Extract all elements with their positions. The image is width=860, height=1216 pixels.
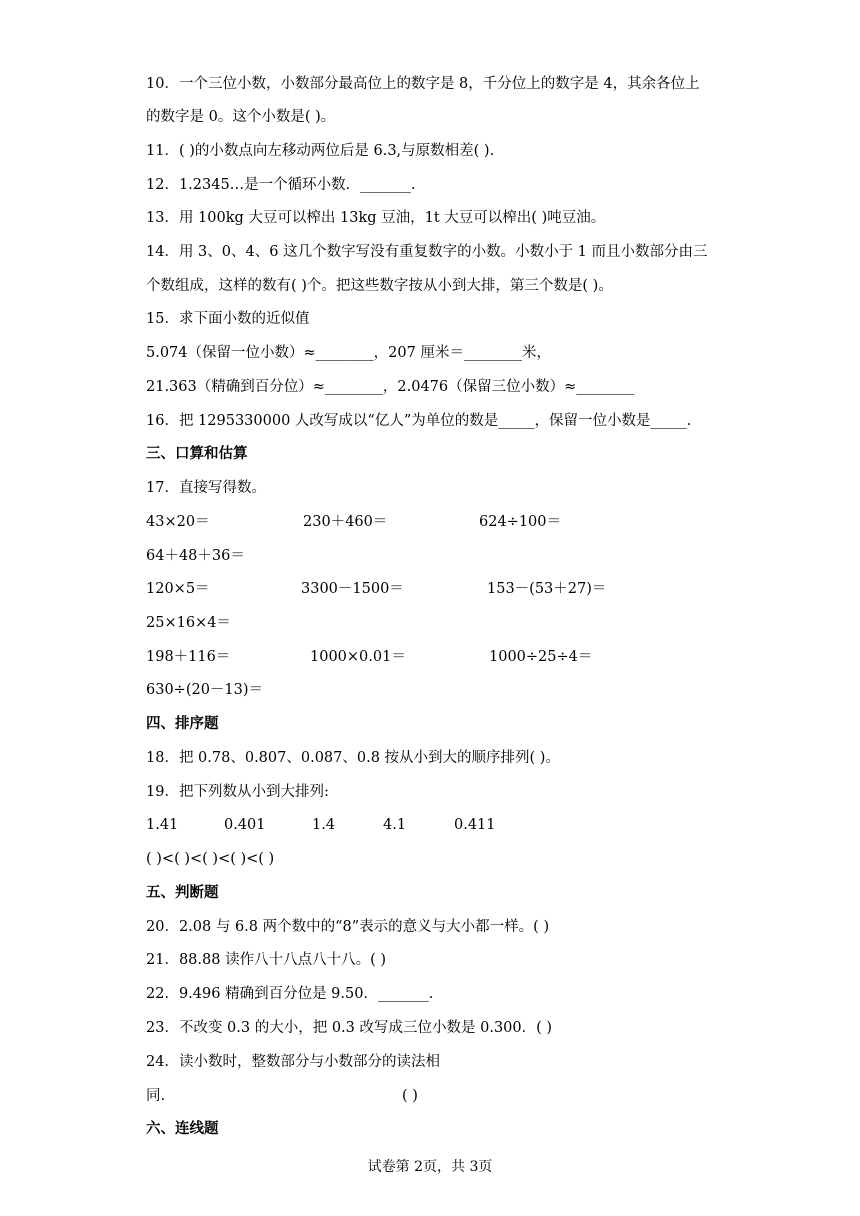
calc-item: 630÷(20－13)＝ xyxy=(146,682,264,698)
line-q15: 15．求下面小数的近似值 xyxy=(146,311,310,327)
calc-item: 624÷100＝ xyxy=(479,514,562,530)
line-q23: 23．不改变 0.3 的大小，把 0.3 改写成三位小数是 0.300．( ) xyxy=(146,1020,553,1036)
line-q16: 16．把 1295330000 人改写成以“亿人”为单位的数是_____，保留一位小数是_____. xyxy=(146,413,692,429)
order-number: 1.4 xyxy=(312,817,336,833)
line-q24b: 同. xyxy=(146,1088,166,1104)
line-q11: 11．( )的小数点向左移动两位后是 6.3,与原数相差( ). xyxy=(146,143,495,159)
line-q13: 13．用 100kg 大豆可以榨出 13kg 豆油，1t 大豆可以榨出( )吨豆油。 xyxy=(146,210,606,226)
line-q18: 18．把 0.78、0.807、0.087、0.8 按从小到大的顺序排列( )。 xyxy=(146,750,560,766)
line-q20: 20．2.08 与 6.8 两个数中的“8”表示的意义与大小都一样。( ) xyxy=(146,919,550,935)
line-q22: 22．9.496 精确到百分位是 9.50．_______. xyxy=(146,986,434,1002)
calc-item: 3300－1500＝ xyxy=(301,581,404,597)
q24-blank: ( ) xyxy=(402,1088,418,1104)
order-number: 4.1 xyxy=(383,817,407,833)
calc-item: 1000÷25÷4＝ xyxy=(489,649,593,665)
calc-item: 64＋48＋36＝ xyxy=(146,548,245,564)
order-number: 0.401 xyxy=(224,817,266,833)
line-q21: 21．88.88 读作八十八点八十八。( ) xyxy=(146,952,386,968)
calc-item: 230＋460＝ xyxy=(303,514,388,530)
section-3-title: 三、口算和估算 xyxy=(146,445,248,462)
calc-item: 120×5＝ xyxy=(146,581,210,597)
page-footer: 试卷第 2页，共 3页 xyxy=(367,1159,493,1175)
line-q10b: 的数字是 0。这个小数是( )。 xyxy=(146,109,336,125)
section-6-title: 六、连线题 xyxy=(146,1120,219,1137)
order-blanks: ( )<( )<( )<( )<( ) xyxy=(146,851,275,867)
calc-item: 153－(53＋27)＝ xyxy=(487,581,607,597)
order-number: 1.41 xyxy=(146,817,179,833)
line-q17: 17．直接写得数。 xyxy=(146,480,266,496)
line-q10a: 10．一个三位小数，小数部分最高位上的数字是 8，千分位上的数字是 4，其余各位上 xyxy=(146,76,700,92)
calc-item: 198＋116＝ xyxy=(146,649,231,665)
line-q24a: 24．读小数时，整数部分与小数部分的读法相 xyxy=(146,1054,440,1070)
section-5-title: 五、判断题 xyxy=(146,884,219,901)
calc-item: 1000×0.01＝ xyxy=(310,649,406,665)
calc-item: 43×20＝ xyxy=(146,514,210,530)
line-q14b: 个数组成，这样的数有( )个。把这些数字按从小到大排，第三个数是( )。 xyxy=(146,278,613,294)
line-q15a: 5.074（保留一位小数）≈________，207 厘米＝________米， xyxy=(146,345,551,361)
line-q12: 12．1.2345…是一个循环小数．_______. xyxy=(146,177,416,193)
calc-item: 25×16×4＝ xyxy=(146,615,231,631)
line-q15b: 21.363（精确到百分位）≈________，2.0476（保留三位小数）≈________ xyxy=(146,379,635,395)
section-4-title: 四、排序题 xyxy=(146,715,219,732)
line-q19: 19．把下列数从小到大排列: xyxy=(146,784,329,800)
order-number: 0.411 xyxy=(454,817,496,833)
line-q14a: 14．用 3、0、4、6 这几个数字写没有重复数字的小数。小数小于 1 而且小数部分由三 xyxy=(146,244,708,260)
